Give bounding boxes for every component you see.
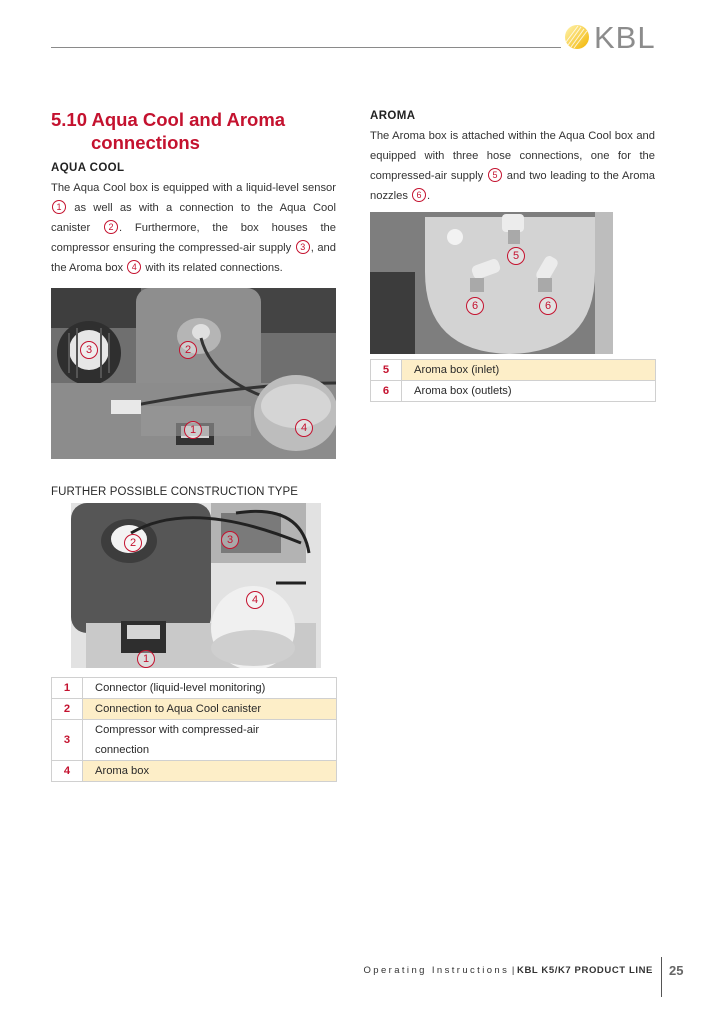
aroma-heading: AROMA [370, 110, 416, 122]
table-row [371, 381, 656, 402]
table-row [371, 360, 656, 381]
legend-label: Aroma box (outlets) [402, 381, 656, 402]
legend-number: 2 [52, 699, 83, 720]
photo1-marker-3: 3 [80, 341, 98, 359]
callout-1: 1 [52, 200, 66, 214]
page-footer [363, 965, 653, 976]
photo2-marker-2: 2 [124, 534, 142, 552]
callout-2: 2 [104, 220, 118, 234]
text-run: . [427, 190, 431, 202]
table-row [52, 678, 337, 699]
callout-6: 6 [412, 188, 426, 202]
legend-number: 1 [52, 678, 83, 699]
footer-separator: | [509, 965, 517, 976]
aroma-paragraph [370, 126, 655, 206]
photo1-marker-2: 2 [179, 341, 197, 359]
photo3-marker-6a: 6 [466, 297, 484, 315]
further-construction-illustration [71, 503, 321, 668]
footer-product-line: KBL K5/K7 PRODUCT LINE [516, 965, 653, 976]
section-title-line2: connections [91, 132, 200, 153]
further-construction-photo [71, 503, 321, 668]
legend-number: 3 [52, 720, 83, 761]
photo2-marker-3: 3 [221, 531, 239, 549]
header-rule [51, 47, 561, 48]
photo3-marker-6b: 6 [539, 297, 557, 315]
callout-5: 5 [488, 168, 502, 182]
legend-label: Compressor with compressed-air connection [83, 720, 337, 761]
further-construction-caption: FURTHER POSSIBLE CONSTRUCTION TYPE [51, 486, 299, 498]
text-run: and two leading to the Aroma nozzles [370, 170, 655, 202]
section-title [51, 108, 336, 154]
text-run: The Aroma box is attached within the Aqua Cool box and equipped with three hose connections, one for the compressed-air supply [370, 130, 655, 182]
kbl-sun-logo-icon [564, 24, 590, 50]
photo2-marker-1: 1 [137, 650, 155, 668]
aroma-box-photo [370, 212, 656, 354]
left-column [51, 108, 336, 278]
kbl-logo [564, 19, 656, 55]
section-title-line1: Aqua Cool and Aroma [91, 109, 286, 130]
text-run: The Aqua Cool box is equipped with a liquid-level sensor [51, 182, 336, 194]
photo2-marker-4: 4 [246, 591, 264, 609]
aqua-cool-paragraph [51, 178, 336, 278]
footer-divider [661, 957, 662, 997]
right-column [370, 108, 655, 206]
photo1-marker-4: 4 [295, 419, 313, 437]
callout-4: 4 [127, 260, 141, 274]
legend-label: Connection to Aqua Cool canister [83, 699, 337, 720]
aqua-cool-photo [51, 288, 336, 459]
legend-number: 4 [52, 761, 83, 782]
table-row [52, 761, 337, 782]
legend-label: Connector (liquid-level monitoring) [83, 678, 337, 699]
section-number: 5.10 [51, 109, 88, 130]
legend-number: 6 [371, 381, 402, 402]
table-row [52, 699, 337, 720]
text-run: with its related connections. [142, 262, 283, 274]
photo3-marker-5: 5 [507, 247, 525, 265]
footer-doc-type: Operating Instructions [363, 965, 510, 976]
legend-label: Aroma box [83, 761, 337, 782]
photo1-marker-1: 1 [184, 421, 202, 439]
aqua-cool-heading: AQUA COOL [51, 162, 125, 174]
table-row [52, 720, 337, 761]
text-run: , and the Aroma box [51, 242, 336, 274]
logo-text: KBL [594, 19, 656, 55]
text-run: as well as with a connection to the Aqua Cool canister [51, 202, 336, 234]
text-run: . Furthermore, the box houses the compressor ensuring the compressed-air supply [51, 222, 336, 254]
aqua-cool-legend-table [51, 677, 337, 782]
aroma-box-illustration [370, 212, 656, 354]
page-number: 25 [669, 963, 684, 978]
callout-3: 3 [296, 240, 310, 254]
aroma-legend-table [370, 359, 656, 402]
legend-label: Aroma box (inlet) [402, 360, 656, 381]
legend-number: 5 [371, 360, 402, 381]
